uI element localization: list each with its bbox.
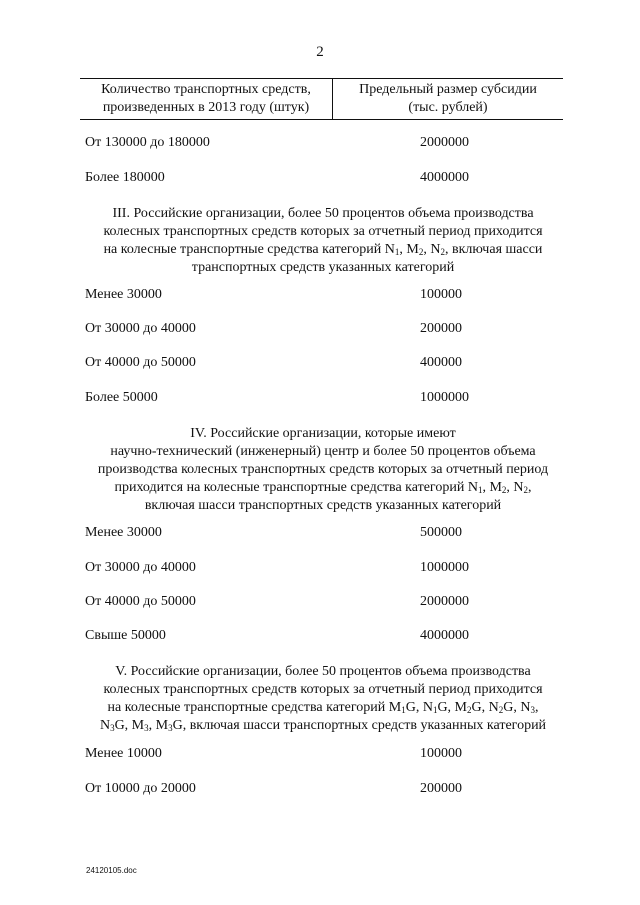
header-col1-line2: произведенных в 2013 году (штук) bbox=[102, 100, 310, 115]
table-header bbox=[80, 78, 563, 120]
header-col2-line1: Предельный размер субсидии bbox=[359, 82, 537, 97]
row-amount: 200000 bbox=[420, 321, 462, 336]
row-range: Более 180000 bbox=[85, 170, 165, 185]
section-iv-line2: научно-технический (инженерный) центр и более 50 процентов объема bbox=[110, 444, 536, 459]
row-amount: 2000000 bbox=[420, 594, 469, 609]
row-amount: 200000 bbox=[420, 781, 462, 796]
section-iii-line4: транспортных средств указанных категорий bbox=[191, 260, 455, 275]
row-amount: 400000 bbox=[420, 355, 462, 370]
section-iii-line1: III. Российские организации, более 50 процентов объема производства bbox=[112, 206, 534, 221]
section-iv-heading bbox=[78, 425, 568, 515]
table-row bbox=[85, 746, 555, 764]
row-amount: 4000000 bbox=[420, 170, 469, 185]
section-iv-line3: производства колесных транспортных средств которых за отчетный период bbox=[97, 462, 549, 477]
section-v-heading bbox=[78, 663, 568, 735]
row-amount: 500000 bbox=[420, 525, 462, 540]
table-row bbox=[85, 781, 555, 799]
table-row bbox=[85, 628, 555, 646]
header-col1-line1: Количество транспортных средств, bbox=[101, 82, 311, 97]
row-range: От 10000 до 20000 bbox=[85, 781, 196, 796]
section-iii-heading bbox=[78, 205, 568, 277]
section-iii-line3: на колесные транспортные средства категорий $N_1$, $M_2$, $N_2$, включая шасси bbox=[103, 242, 543, 257]
header-quantity-column bbox=[80, 79, 333, 119]
row-amount: 2000000 bbox=[420, 135, 469, 150]
row-amount: 1000000 bbox=[420, 560, 469, 575]
page-number: 2 bbox=[316, 44, 324, 60]
table-row bbox=[85, 560, 555, 578]
table-row bbox=[85, 170, 555, 188]
row-range: Менее 30000 bbox=[85, 287, 162, 302]
header-subsidy-column bbox=[333, 79, 563, 119]
section-iv-line1: IV. Российские организации, которые имеют bbox=[190, 426, 456, 441]
row-range: От 30000 до 40000 bbox=[85, 560, 196, 575]
row-range: От 40000 до 50000 bbox=[85, 355, 196, 370]
row-range: Более 50000 bbox=[85, 390, 158, 405]
header-col2-line2: (тыс. рублей) bbox=[408, 100, 488, 115]
row-amount: 4000000 bbox=[420, 628, 469, 643]
table-row bbox=[85, 390, 555, 408]
table-row bbox=[85, 287, 555, 305]
row-range: Менее 30000 bbox=[85, 525, 162, 540]
row-range: От 30000 до 40000 bbox=[85, 321, 196, 336]
section-iv-line4: приходится на колесные транспортные средства категорий $N_1$, $M_2$, $N_2$, bbox=[114, 480, 532, 495]
table-row bbox=[85, 321, 555, 339]
section-v-line4: $N_3G$, $M_3$, $M_3G$, включая шасси транспортных средств указанных категорий bbox=[99, 718, 547, 733]
section-iv-line5: включая шасси транспортных средств указанных категорий bbox=[144, 498, 502, 513]
row-range: От 40000 до 50000 bbox=[85, 594, 196, 609]
row-amount: 100000 bbox=[420, 287, 462, 302]
table-row bbox=[85, 594, 555, 612]
section-iii-line2: колесных транспортных средств которых за отчетный период приходится bbox=[103, 224, 543, 239]
row-range: Менее 10000 bbox=[85, 746, 162, 761]
table-row bbox=[85, 525, 555, 543]
table-row bbox=[85, 355, 555, 373]
section-v-line1: V. Российские организации, более 50 процентов объема производства bbox=[115, 664, 531, 679]
document-file-code: 24120105.doc bbox=[86, 866, 137, 875]
section-v-line2: колесных транспортных средств которых за отчетный период приходится bbox=[103, 682, 543, 697]
row-amount: 100000 bbox=[420, 746, 462, 761]
section-v-line3: на колесные транспортные средства категорий $M_1G$, $N_1G$, $M_2G$, $N_2G$, $N_3$, bbox=[107, 700, 539, 715]
row-range: Свыше 50000 bbox=[85, 628, 166, 643]
row-amount: 1000000 bbox=[420, 390, 469, 405]
table-row bbox=[85, 135, 555, 153]
row-range: От 130000 до 180000 bbox=[85, 135, 210, 150]
